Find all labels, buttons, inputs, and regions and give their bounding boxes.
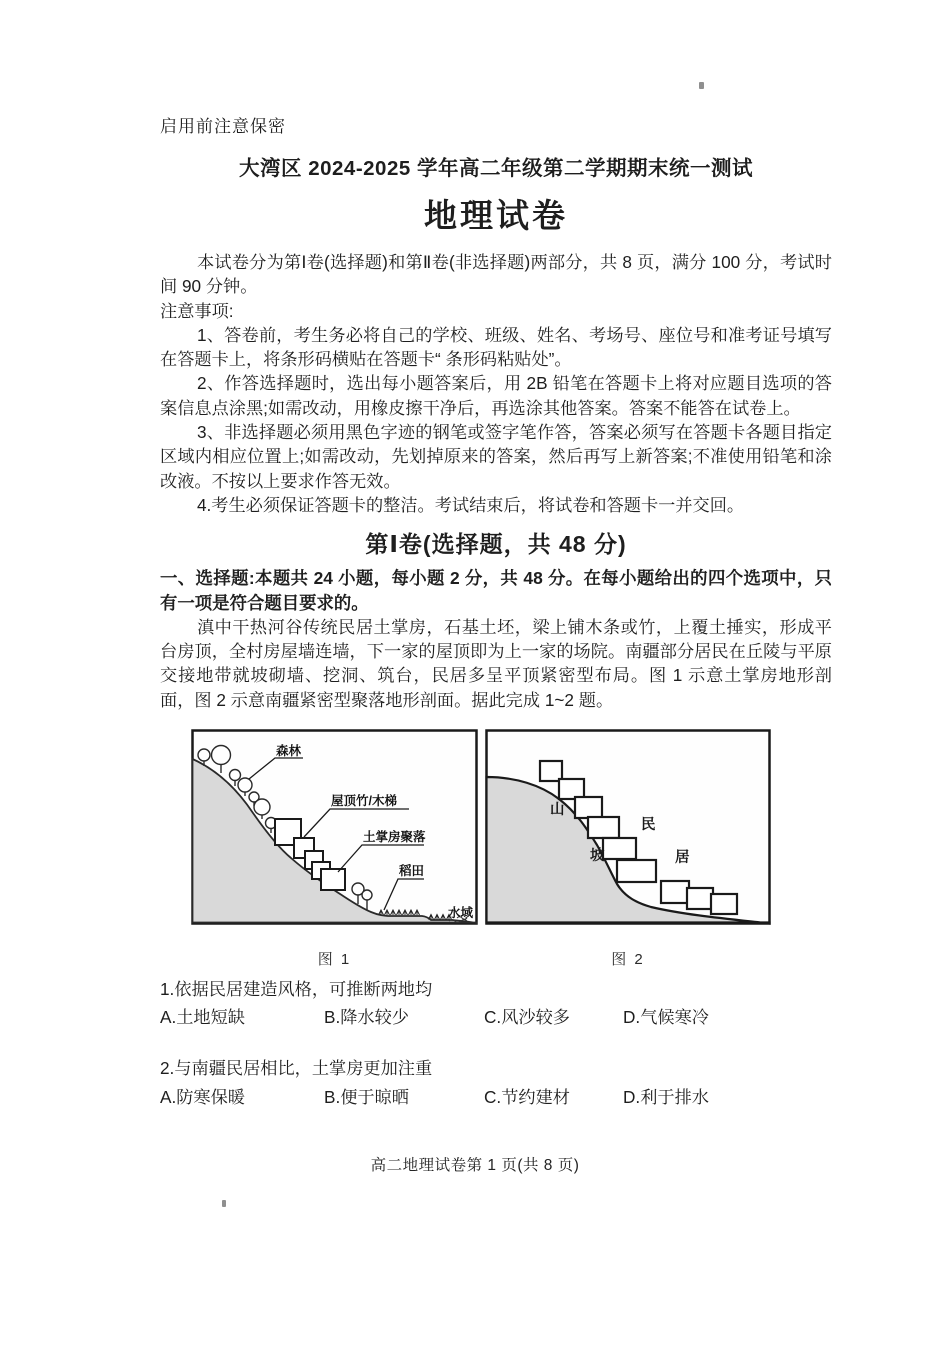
exam-session-title: 大湾区 2024-2025 学年高二年级第二学期期末统一测试 — [239, 157, 753, 180]
figure1-label-paddy: 稻田 — [399, 864, 425, 879]
question-1-option-c: C.风沙较多 — [484, 1007, 570, 1028]
notes-heading: 注意事项: — [160, 300, 234, 321]
figure1-label-settlement: 土掌房聚落 — [363, 830, 426, 845]
figure2-label-shan: 山 — [550, 802, 565, 819]
figure1-label-forest: 森林 — [276, 744, 302, 759]
figure2-caption: 图 2 — [611, 951, 645, 969]
figure1-terrain-diagram — [191, 729, 478, 925]
section-title: 第Ⅰ卷(选择题，共 48 分) — [365, 531, 627, 558]
question-2-option-b: B.便于晾晒 — [324, 1086, 409, 1107]
figure1-label-roof-ladder: 屋顶竹/木梯 — [331, 794, 397, 809]
question-1-option-a: A.土地短缺 — [160, 1007, 245, 1028]
figure1-caption: 图 1 — [317, 951, 352, 969]
figure2-terrain-diagram — [485, 729, 771, 925]
figure2-label-ju: 居 — [675, 850, 690, 867]
intro-paragraph: 本试卷分为第Ⅰ卷(选择题)和第Ⅱ卷(非选择题)两部分，共 8 页，满分 100 分，考试时间 90 分钟。 — [160, 252, 832, 297]
note-item-1: 1、答卷前，考生务必将自己的学校、班级、姓名、考场号、座位号和准考证号填写在答题卡上，将条形码横贴在答题卡“ 条形码粘贴处”。 — [160, 324, 832, 370]
page-content — [160, 112, 832, 1109]
question-1-option-b: B.降水较少 — [324, 1007, 409, 1028]
note-item-3: 3、非选择题必须用黑色字迹的钢笔或签字笔作答，答案必须写在答题卡各题目指定区域内相应位置上;如需改动，先划掉原来的答案，然后再写上新答案;不准使用铅笔和涂改液。不按以上要求作答无效。 — [160, 422, 832, 491]
question-1 — [160, 977, 832, 1029]
figure-captions — [191, 948, 832, 969]
question-1-options — [160, 1005, 832, 1029]
question-2-option-a: A.防寒保暖 — [160, 1086, 245, 1107]
stimulus-paragraph: 滇中干热河谷传统民居土掌房，石基土坯，梁上铺木条或竹，上覆土捶实，形成平台房顶，全村房屋墙连墙，下一家的屋顶即为上一家的场院。南疆部分居民在丘陵与平原交接地带就坡砌墙、挖洞、筑台，民居多呈平顶紧密型布局。图 1 示意土掌房地形剖面，图 2 示意南疆紧密型聚落地形剖面。据此完成 1~2 题。 — [160, 616, 832, 710]
figure2 — [485, 729, 771, 925]
note-item-4: 4.考生必须保证答题卡的整洁。考试结束后，将试卷和答题卡一并交回。 — [196, 494, 745, 515]
figure1 — [191, 729, 478, 925]
page-footer: 高二地理试卷第 1 页(共 8 页) — [370, 1157, 580, 1174]
question-2 — [160, 1056, 832, 1108]
question-2-stem: 2.与南疆民居相比，土掌房更加注重 — [160, 1058, 433, 1079]
section-instruction: 一、选择题:本题共 24 小题，每小题 2 分，共 48 分。在每小题给出的四个选项中，只有一项是符合题目要求的。 — [160, 568, 832, 613]
question-2-option-c: C.节约建材 — [484, 1086, 570, 1107]
security-note: 启用前注意保密 — [160, 117, 286, 136]
note-item-2: 2、作答选择题时，选出每小题答案后，用 2B 铅笔在答题卡上将对应题目选项的答案信息点涂黑;如需改动，用橡皮擦干净后，再选涂其他答案。答案不能答在试卷上。 — [160, 373, 832, 418]
figure2-label-min: 民 — [641, 817, 656, 834]
figure1-label-water: 水域 — [448, 906, 474, 921]
figures-row — [191, 729, 832, 925]
question-2-options — [160, 1085, 832, 1109]
question-1-option-d: D.气候寒冷 — [623, 1007, 709, 1028]
question-1-stem: 1.依据民居建造风格，可推断两地均 — [160, 979, 433, 1000]
scan-artifact-dot — [699, 82, 704, 89]
figure2-label-po: 坡 — [590, 848, 605, 865]
scan-artifact-dot — [222, 1200, 226, 1207]
question-2-option-d: D.利于排水 — [623, 1086, 709, 1107]
subject-title: 地理试卷 — [424, 197, 568, 234]
